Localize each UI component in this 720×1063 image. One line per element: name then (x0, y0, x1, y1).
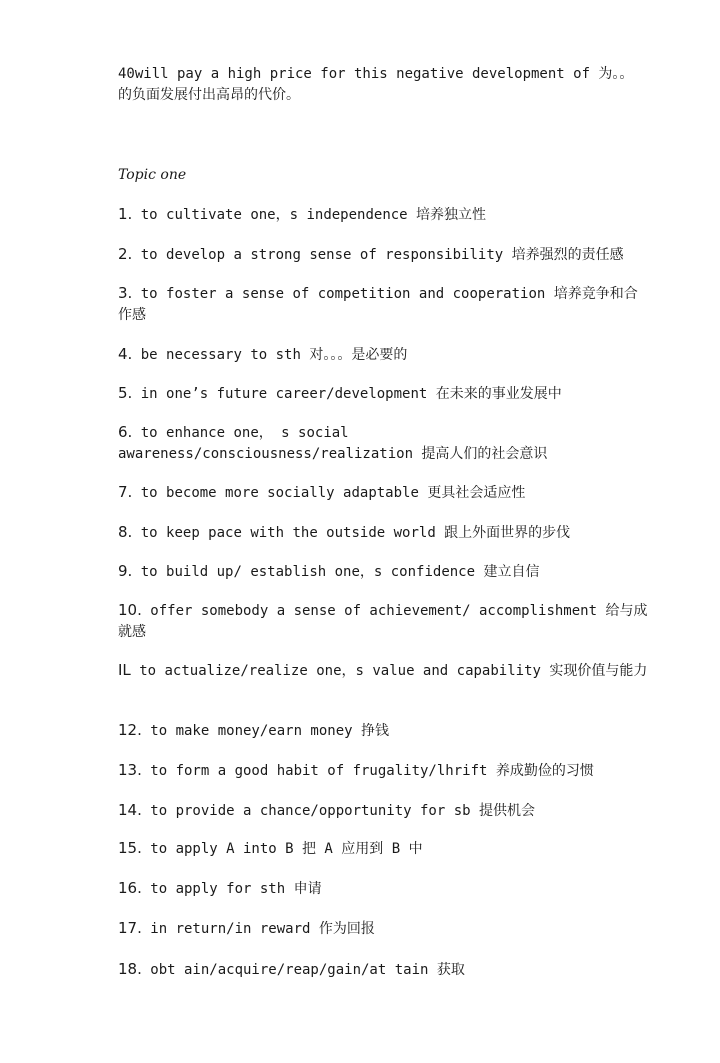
list-item (118, 344, 648, 366)
item-number: 5. (118, 384, 133, 402)
intro-paragraph (118, 64, 648, 106)
item-number: 9. (118, 562, 133, 580)
item-number: IL (118, 661, 131, 679)
intro-line-2: 的负面发展付出高昂的代价。 (118, 87, 300, 103)
document-page (118, 64, 648, 978)
item-number: 3. (118, 284, 133, 302)
topic-heading: Topic one (118, 167, 187, 183)
list-item (118, 522, 648, 544)
list-item (118, 918, 648, 940)
item-text: to build up/ establish one，s confidence 建立自信 (132, 564, 540, 580)
list-item (118, 720, 648, 742)
item-number: 14. (118, 801, 142, 819)
item-text: to actualize/realize one，s value and capability 实现价值与能力 (130, 663, 648, 679)
item-text: to provide a chance/opportunity for sb 提供机会 (141, 803, 536, 819)
item-number: 7. (118, 483, 133, 501)
item-text: obt ain/acquire/reap/gain/at tain 获取 (141, 962, 465, 978)
item-text: to develop a strong sense of responsibility 培养强烈的责任感 (132, 247, 624, 263)
item-text: in one’s future career/development 在未来的事业发展中 (132, 386, 562, 402)
item-number: 10. (118, 601, 142, 619)
list-item (118, 660, 648, 682)
item-number: 13. (118, 761, 142, 779)
item-text: to enhance one， s social awareness/consciousness/realization 提高人们的社会意识 (118, 425, 548, 462)
list-item (118, 422, 648, 465)
list-item (118, 800, 648, 822)
item-number: 16. (118, 879, 142, 897)
list-item (118, 482, 648, 504)
item-number: 18. (118, 960, 142, 978)
item-text: to become more socially adaptable 更具社会适应性 (132, 485, 526, 501)
item-text: to foster a sense of competition and cooperation 培养竞争和合作感 (118, 286, 638, 323)
item-text: to apply A into B 把 A 应用到 B 中 (141, 841, 423, 857)
item-number: 2. (118, 245, 133, 263)
list-item (118, 204, 648, 226)
list-item (118, 760, 648, 782)
item-text: to apply for sth 申请 (141, 881, 322, 897)
list-item (118, 244, 648, 266)
item-text: to form a good habit of frugality/lhrift 养成勤俭的习惯 (141, 763, 594, 779)
list-item (118, 561, 648, 583)
item-number: 8. (118, 523, 133, 541)
list-item (118, 838, 648, 860)
list-item (118, 959, 648, 981)
list-item (118, 383, 648, 405)
item-number: 12. (118, 721, 142, 739)
item-number: 15. (118, 839, 142, 857)
item-text: to cultivate one，s independence 培养独立性 (132, 207, 487, 223)
item-number: 6. (118, 423, 133, 441)
list-item (118, 283, 648, 326)
item-text: in return/in reward 作为回报 (141, 921, 375, 937)
list-item (118, 878, 648, 900)
intro-line-1: 40will pay a high price for this negative development of 为。。 (118, 66, 634, 82)
item-text: to keep pace with the outside world 跟上外面世界的步伐 (132, 525, 571, 541)
item-number: 17. (118, 919, 142, 937)
list-item (118, 600, 648, 643)
item-text: offer somebody a sense of achievement/ accomplishment 给与成就感 (118, 603, 648, 640)
item-number: 1. (118, 205, 133, 223)
item-text: be necessary to sth 对。。。是必要的 (132, 347, 408, 363)
item-text: to make money/earn money 挣钱 (141, 723, 390, 739)
item-number: 4. (118, 345, 133, 363)
